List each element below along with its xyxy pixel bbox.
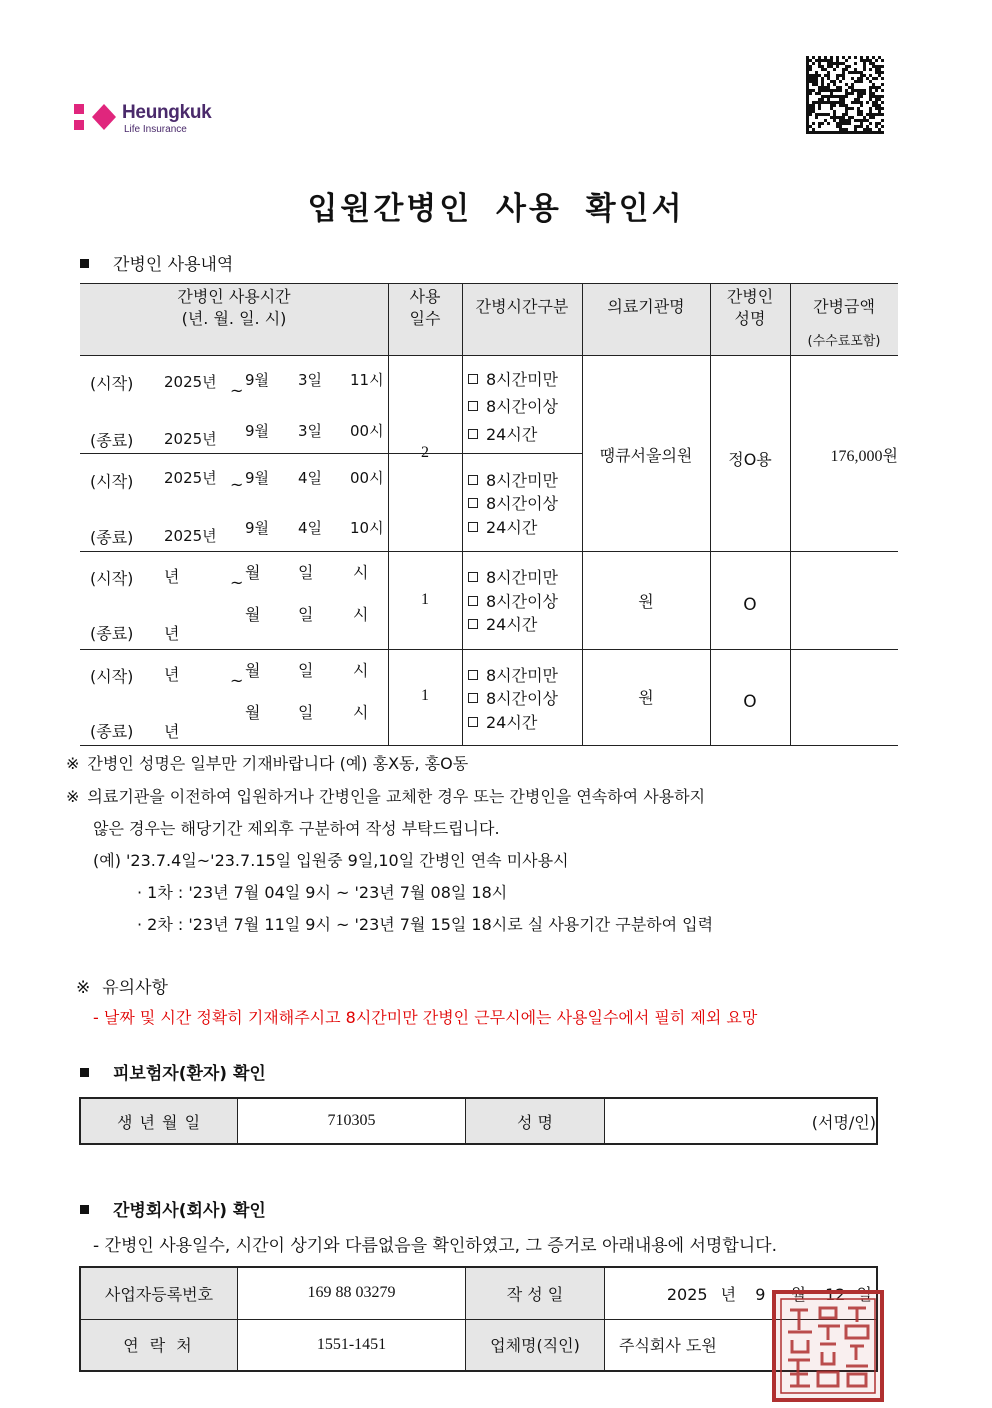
checkbox-under-8h[interactable]: 8시간미만 [468, 367, 558, 390]
start-label: (시작) [90, 569, 134, 588]
checkbox-over-8h[interactable]: 8시간이상 [468, 491, 558, 514]
checkbox-over-8h[interactable]: 8시간이상 [468, 394, 558, 417]
header-caregiver: 간병인 성명 [726, 287, 774, 328]
date-label: 작 성 일 [466, 1267, 605, 1319]
end-year: 2025년 [164, 430, 217, 448]
checkbox-icon [468, 401, 478, 411]
start-day: 일 [298, 661, 314, 680]
company-name-value[interactable]: 주식회사 도원 [605, 1319, 878, 1371]
note-2: ※ 의료기관을 이전하여 입원하거나 간병인을 교체한 경우 또는 간병인을 연속하여 사용하지 [66, 787, 706, 806]
note-1: ※ 간병인 성명은 일부만 기재바랍니다 (예) 홍X동, 홍O동 [66, 754, 469, 773]
end-month: 월 [245, 605, 261, 624]
start-day: 일 [298, 563, 314, 582]
hospital-name: 땡큐서울의원 [599, 446, 693, 465]
qr-code-icon [806, 56, 884, 134]
note-example-1: · 1차 : '23년 7월 04일 9시 ~ '23년 7월 08일 18시 [137, 883, 508, 902]
start-month: 9월 [245, 469, 270, 487]
end-day: 3일 [298, 422, 323, 440]
tilde: ~ [230, 573, 244, 592]
note-example-2: · 2차 : '23년 7월 11일 9시 ~ '23년 7월 15일 18시로 실 사용기간 구분하여 입력 [137, 915, 714, 934]
checkbox-icon [468, 619, 478, 629]
note-example: (예) '23.7.4일~'23.7.15일 입원중 9일,10일 간병인 연속 미사용시 [93, 851, 569, 870]
end-label: (종료) [90, 624, 134, 643]
biz-no-value[interactable]: 169 88 03279 [238, 1267, 466, 1319]
checkbox-24h[interactable]: 24시간 [468, 422, 537, 445]
caution-heading: ※ 유의사항 [76, 978, 168, 998]
hospital-name: 원 [638, 688, 654, 707]
end-label: (종료) [90, 722, 134, 741]
tilde: ~ [230, 381, 244, 400]
insured-section-heading: 피보험자(환자) 확인 [80, 1059, 266, 1084]
checkbox-icon [468, 596, 478, 606]
checkbox-icon [468, 522, 478, 532]
days-value: 2 [421, 444, 429, 461]
start-hour: 시 [353, 661, 369, 680]
start-hour: 시 [353, 563, 369, 582]
end-year: 2025년 [164, 527, 217, 545]
checkbox-icon [468, 374, 478, 384]
caution-text: - 날짜 및 시간 정확히 기재해주시고 8시간미만 간병인 근무시에는 사용일수에서 필히 제외 요망 [93, 1008, 758, 1027]
checkbox-24h[interactable]: 24시간 [468, 710, 537, 733]
square-bullet-icon [80, 1205, 89, 1214]
start-label: (시작) [90, 472, 134, 491]
tilde: ~ [230, 475, 244, 494]
birth-value[interactable]: 710305 [238, 1098, 466, 1144]
end-day: 일 [298, 703, 314, 722]
start-hour: 11시 [350, 371, 384, 389]
header-period: 간병인 사용시간 (년. 월. 일. 시) [177, 287, 291, 328]
checkbox-24h[interactable]: 24시간 [468, 612, 537, 635]
contact-label: 연 락 처 [80, 1319, 238, 1371]
biz-no-label: 사업자등록번호 [80, 1267, 238, 1319]
checkbox-icon [468, 693, 478, 703]
checkbox-icon [468, 498, 478, 508]
page-title: 입원간병인 사용 확인서 [307, 191, 685, 227]
header-days: 사용 일수 [409, 287, 441, 328]
company-label: 업체명(직인) [466, 1319, 605, 1371]
checkbox-icon [468, 429, 478, 439]
caregiver-name: O [743, 692, 757, 712]
end-hour: 10시 [350, 519, 384, 537]
hospital-name: 원 [638, 592, 654, 611]
usage-table [80, 283, 898, 746]
end-month: 9월 [245, 422, 270, 440]
signature-field[interactable]: (서명/인) [605, 1098, 878, 1144]
logo-mark-icon [72, 100, 116, 134]
company-seal-icon [770, 1288, 886, 1404]
end-label: (종료) [90, 431, 134, 450]
days-value: 1 [421, 591, 429, 608]
checkbox-icon [468, 572, 478, 582]
end-hour: 시 [353, 605, 369, 624]
square-bullet-icon [80, 259, 89, 268]
start-hour: 00시 [350, 469, 384, 487]
end-month: 월 [245, 703, 261, 722]
checkbox-icon [468, 670, 478, 680]
checkbox-icon [468, 475, 478, 485]
end-label: (종료) [90, 528, 134, 547]
note-2-continued: 않은 경우는 해당기간 제외후 구분하여 작성 부탁드립니다. [93, 819, 500, 838]
start-year: 2025년 [164, 373, 217, 391]
usage-section-heading: 간병인 사용내역 [80, 250, 233, 275]
start-month: 월 [245, 563, 261, 582]
start-day: 3일 [298, 371, 323, 389]
birth-label: 생 년 월 일 [80, 1098, 238, 1144]
start-month: 9월 [245, 371, 270, 389]
header-time-category: 간병시간구분 [475, 297, 569, 316]
checkbox-icon [468, 717, 478, 727]
start-label: (시작) [90, 667, 134, 686]
date-value[interactable]: 2025 년 9 [605, 1267, 878, 1319]
end-hour: 00시 [350, 422, 384, 440]
contact-value[interactable]: 1551-1451 [238, 1319, 466, 1371]
end-month: 9월 [245, 519, 270, 537]
caregiver-name: O [743, 595, 757, 615]
company-section-heading: 간병회사(회사) 확인 [80, 1196, 266, 1221]
name-label: 성 명 [466, 1098, 605, 1144]
header-amount-note: (수수료포함) [807, 334, 881, 349]
header-amount: 간병금액 [813, 297, 875, 316]
checkbox-over-8h[interactable]: 8시간이상 [468, 589, 558, 612]
end-day: 4일 [298, 519, 323, 537]
checkbox-over-8h[interactable]: 8시간이상 [468, 686, 558, 709]
insured-table [79, 1097, 878, 1145]
company-statement: - 간병인 사용일수, 시간이 상기와 다름없음을 확인하였고, 그 증거로 아래내용에 서명합니다. [93, 1236, 777, 1256]
start-year: 년 [164, 567, 180, 586]
amount-value: 176,000원 [830, 448, 898, 465]
logo-brand: Heungkuk [122, 102, 212, 123]
start-year: 년 [164, 665, 180, 684]
days-value: 1 [421, 687, 429, 704]
company-logo [72, 100, 242, 140]
checkbox-under-8h[interactable]: 8시간미만 [468, 663, 558, 686]
tilde: ~ [230, 671, 244, 690]
checkbox-under-8h[interactable]: 8시간미만 [468, 468, 558, 491]
end-day: 일 [298, 605, 314, 624]
start-label: (시작) [90, 374, 134, 393]
company-table [79, 1266, 878, 1372]
checkbox-24h[interactable]: 24시간 [468, 515, 537, 538]
start-day: 4일 [298, 469, 323, 487]
checkbox-under-8h[interactable]: 8시간미만 [468, 565, 558, 588]
square-bullet-icon [80, 1068, 89, 1077]
logo-sub: Life Insurance [124, 124, 187, 135]
end-hour: 시 [353, 703, 369, 722]
caregiver-name: 정O용 [728, 450, 772, 469]
end-year: 년 [164, 624, 180, 643]
start-month: 월 [245, 661, 261, 680]
start-year: 2025년 [164, 469, 217, 487]
header-hospital: 의료기관명 [607, 297, 685, 316]
end-year: 년 [164, 722, 180, 741]
